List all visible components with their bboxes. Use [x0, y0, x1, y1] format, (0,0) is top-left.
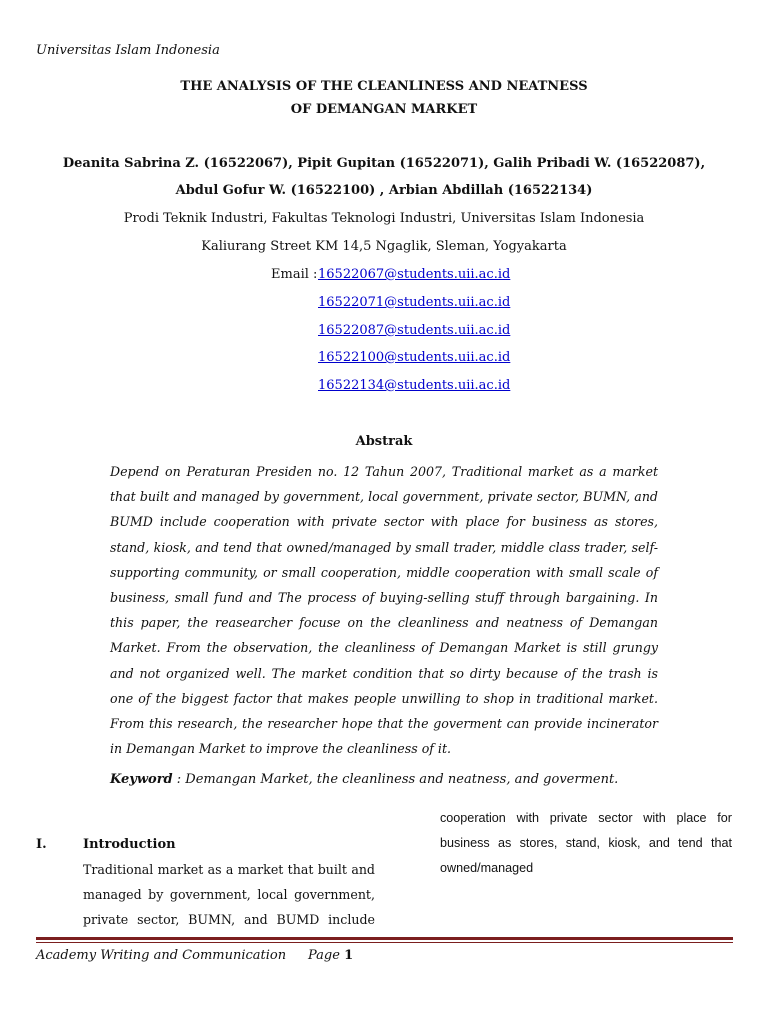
email-link[interactable]: 16522134@students.uii.ac.id	[318, 378, 511, 393]
keyword-text: : Demangan Market, the cleanliness and neatness, and goverment.	[172, 772, 619, 787]
affiliation-line-1: Prodi Teknik Industri, Fakultas Teknologi Industri, Universitas Islam Indonesia	[123, 211, 645, 226]
section-title: Introduction	[83, 837, 176, 852]
authors-line-2: Abdul Gofur W. (16522100) , Arbian Abdillah (16522134)	[175, 183, 593, 198]
footer-course: Academy Writing and Communication	[36, 948, 287, 963]
abstract-heading: Abstrak	[355, 434, 413, 449]
footer-divider-thin	[36, 942, 733, 943]
paper-title-line-1: THE ANALYSIS OF THE CLEANLINESS AND NEATNESS	[180, 79, 588, 94]
email-link[interactable]: 16522067@students.uii.ac.id	[318, 267, 511, 282]
footer-page-label: Page	[308, 948, 345, 963]
email-link[interactable]: 16522071@students.uii.ac.id	[318, 295, 511, 310]
keyword-label: Keyword	[110, 772, 173, 787]
keywords	[110, 772, 618, 787]
abstract-body: Depend on Peraturan Presiden no. 12 Tahun 2007, Traditional market as a market that built and managed by government, local government, private sector, BUMN, and BUMD include cooperation with private sector with place for business as stores, stand, kiosk, and tend that owned/managed by small trader, middle class trader, self-supporting community, or small cooperation, middle cooperation with small scale of business, small fund and The process of buying-selling stuff through bargaining. In this paper, the reasearcher focuse on the cleanliness and neatness of Demangan Market. From the observation, the cleanliness of Demangan Market is still grungy and not organized well. The market condition that so dirty because of the trash is one of the biggest factor that makes people unwilling to shop in traditional market. From this research, the researcher hope that the goverment can provide incinerator in Demangan Market to improve the cleanliness of it.	[110, 464, 658, 757]
footer-divider-thick	[36, 937, 733, 940]
running-header: Universitas Islam Indonesia	[36, 43, 220, 58]
email-link[interactable]: 16522087@students.uii.ac.id	[318, 323, 511, 338]
email-label: Email :	[271, 267, 318, 282]
introduction-left-column: Traditional market as a market that built and managed by government, local government, private sector, BUMN, and BUMD include	[83, 862, 375, 927]
email-link[interactable]: 16522100@students.uii.ac.id	[318, 350, 511, 365]
introduction-right-column: cooperation with private sector with place for business as stores, stand, kiosk, and tend that owned/managed	[440, 811, 732, 875]
footer-page	[308, 948, 353, 963]
authors-line-1: Deanita Sabrina Z. (16522067), Pipit Gupitan (16522071), Galih Pribadi W. (16522087),	[62, 156, 706, 171]
paper-title-line-2: OF DEMANGAN MARKET	[290, 102, 478, 117]
footer-page-number: 1	[344, 948, 354, 963]
section-number: I.	[36, 837, 47, 852]
affiliation-line-2: Kaliurang Street KM 14,5 Ngaglik, Sleman, Yogyakarta	[201, 239, 567, 254]
